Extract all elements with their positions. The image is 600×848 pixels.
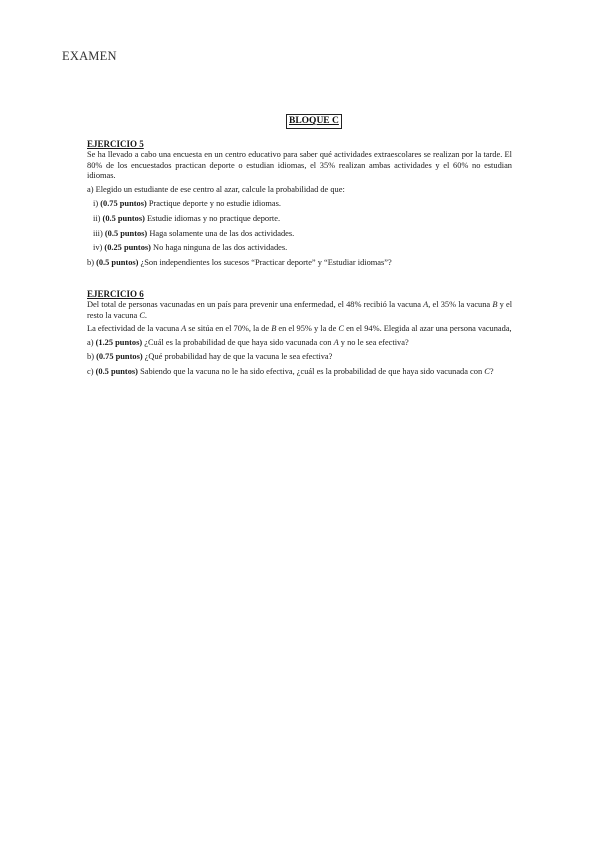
exercise-5-part-b (87, 258, 512, 269)
part-points: (0.5 puntos) (95, 366, 138, 376)
vaccine-variable: C (338, 324, 344, 334)
exercise-6-paragraph-2 (87, 324, 512, 335)
item-text: Practique deporte y no estudie idiomas. (146, 199, 281, 209)
part-text: ¿Cuál es la probabilidad de que haya sido vacunada con (142, 337, 334, 347)
part-text: ¿Qué probabilidad hay de que la vacuna le sea efectiva? (142, 352, 333, 362)
vaccine-variable: A (181, 324, 187, 334)
text-segment: en el 94%. Elegida al azar una persona vacunada, (344, 324, 512, 334)
exercise-5-item-iii (87, 229, 512, 240)
exam-header: EXAMEN (62, 49, 117, 63)
vaccine-variable: B (271, 324, 277, 334)
item-points: (0.75 puntos) (100, 199, 147, 209)
vaccine-variable: B (492, 300, 498, 309)
vaccine-variable: C (139, 310, 145, 320)
part-text: ? (489, 366, 494, 376)
exercise-5-part-a: a) Elegido un estudiante de ese centro al azar, calcule la probabilidad de que: (87, 184, 345, 194)
exercise-6 (87, 289, 512, 382)
part-points: (0.5 puntos) (96, 257, 139, 267)
part-number: c) (87, 366, 96, 376)
exercise-5-title: EJERCICIO 5 (87, 139, 144, 149)
part-points: (1.25 puntos) (95, 337, 143, 347)
item-number: iv) (93, 243, 105, 253)
item-number: iii) (93, 228, 105, 238)
exercise-5-item-iv (87, 243, 512, 254)
item-points: (0.25 puntos) (104, 243, 151, 253)
part-text: Sabiendo que la vacuna no le ha sido efectiva, ¿cuál es la probabilidad de que haya sido vacunada con (137, 366, 485, 376)
exercise-6-part-a (87, 338, 512, 349)
exercise-5-item-ii (87, 214, 512, 225)
text-segment: en el 95% y la de (276, 324, 339, 334)
text-segment: Del total de personas vacunadas en un país para prevenir una enfermedad, el 48% recibió la vacuna (87, 300, 424, 309)
text-segment: y el resto la vacuna (87, 300, 513, 320)
item-text: Estudie idiomas y no practique deporte. (144, 213, 281, 223)
vaccine-variable: A (423, 300, 429, 309)
text-segment: La efectividad de la vacuna (87, 324, 182, 334)
exercise-6-title: EJERCICIO 6 (87, 289, 144, 299)
part-number: b) (87, 257, 97, 267)
item-points: (0.5 puntos) (102, 213, 145, 223)
item-text: No haga ninguna de las dos actividades. (150, 243, 288, 253)
item-number: i) (93, 199, 101, 209)
exercise-6-paragraph-1 (87, 300, 512, 321)
text-segment: . (144, 310, 148, 320)
exercise-5 (87, 139, 512, 272)
text-segment: , el 35% la vacuna (428, 300, 493, 309)
part-points: (0.75 puntos) (96, 352, 143, 362)
block-title: BLOQUE C (286, 114, 342, 129)
part-text: y no le sea efectiva? (338, 337, 409, 347)
part-text: ¿Son independientes los sucesos “Practicar deporte” y “Estudiar idiomas”? (138, 257, 392, 267)
part-number: a) (87, 337, 96, 347)
vaccine-variable: A (333, 337, 339, 347)
item-number: ii) (93, 213, 103, 223)
vaccine-variable: C (484, 366, 490, 376)
exercise-6-part-c (87, 367, 512, 378)
part-number: b) (87, 352, 97, 362)
item-text: Haga solamente una de las dos actividades. (147, 228, 295, 238)
exercise-6-part-b (87, 352, 512, 363)
exercise-5-item-i (87, 199, 512, 210)
text-segment: se sitúa en el 70%, la de (186, 324, 272, 334)
item-points: (0.5 puntos) (104, 228, 148, 238)
exercise-5-intro: Se ha llevado a cabo una encuesta en un centro educativo para saber qué actividades extraescolares se realizan por la tarde. El 80% de los encuestados practican deporte o estudian idiomas, el 35% realizan ambas actividades y el 60% no estudian idiomas. (87, 150, 512, 181)
